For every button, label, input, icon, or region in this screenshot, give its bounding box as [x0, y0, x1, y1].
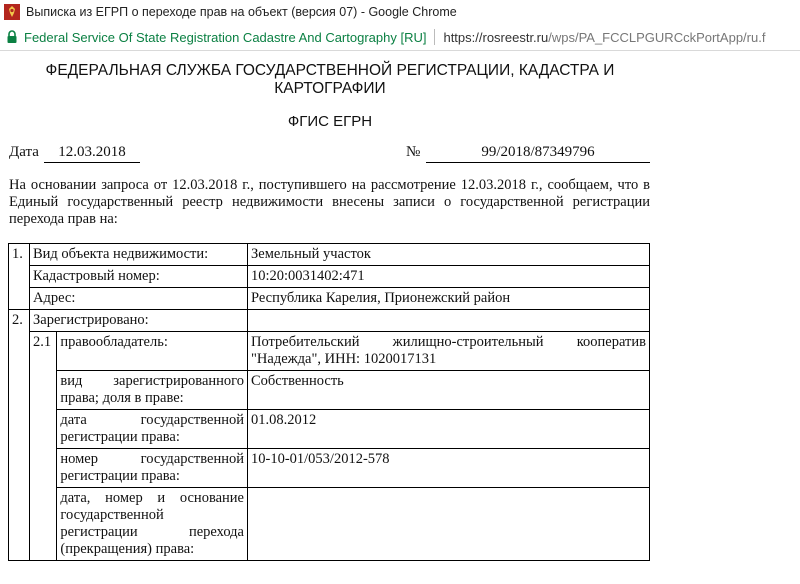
cadastral-label: Кадастровый номер:	[30, 266, 248, 288]
object-type-label: Вид объекта недвижимости:	[30, 244, 248, 266]
row-number: 2.	[9, 310, 30, 561]
table-row	[9, 266, 650, 288]
registration-table	[8, 243, 650, 561]
table-row	[9, 288, 650, 310]
window-titlebar	[0, 0, 800, 24]
address-divider	[434, 29, 435, 45]
right-type-label: вид зарегистрированного права; доля в праве:	[57, 371, 248, 410]
document-subtitle: ФГИС ЕГРН	[287, 113, 373, 130]
intro-paragraph: На основании запроса от 12.03.2018 г., поступившего на рассмотрение 12.03.2018 г., сообщаем, что в Единый государственный реестр недвижимости внесены записи о государственной регистрации перехода прав на:	[9, 177, 650, 227]
table-row	[9, 310, 650, 332]
site-identity[interactable]: Federal Service Of State Registration Cadastre And Cartography [RU]	[24, 29, 427, 45]
reg-date-value: 01.08.2012	[248, 410, 650, 449]
transfer-label: дата, номер и основание государственной регистрации перехода (прекращения) права:	[57, 488, 248, 561]
address-value: Республика Карелия, Прионежский район	[248, 288, 650, 310]
object-type-value: Земельный участок	[248, 244, 650, 266]
holder-label: правообладатель:	[57, 332, 248, 371]
rosreestr-emblem-icon	[4, 4, 20, 20]
document-header-title: ФЕДЕРАЛЬНАЯ СЛУЖБА ГОСУДАРСТВЕННОЙ РЕГИСТРАЦИИ, КАДАСТРА И КАРТОГРАФИИ	[45, 62, 615, 97]
table-row	[9, 244, 650, 266]
document-page	[0, 50, 800, 584]
transfer-value	[248, 488, 650, 561]
right-type-value: Собственность	[248, 371, 650, 410]
table-row	[9, 332, 650, 371]
table-row	[9, 449, 650, 488]
registered-value	[248, 310, 650, 332]
reg-number-label: номер государственной регистрации права:	[57, 449, 248, 488]
number-value: 99/2018/87349796	[426, 144, 650, 163]
url-path[interactable]: /wps/PA_FCCLPGURCckPortApp/ru.f	[548, 29, 766, 45]
cadastral-value: 10:20:0031402:471	[248, 266, 650, 288]
lock-icon[interactable]	[6, 30, 18, 44]
date-value: 12.03.2018	[44, 144, 140, 163]
sub-row-number: 2.1	[30, 332, 57, 561]
reg-date-label: дата государственной регистрации права:	[57, 410, 248, 449]
holder-value: Потребительский жилищно-строительный кооператив "Надежда", ИНН: 1020017131	[248, 332, 650, 371]
address-bar[interactable]	[0, 24, 800, 51]
table-row	[9, 371, 650, 410]
row-number: 1.	[9, 244, 30, 310]
number-label: №	[406, 144, 421, 160]
date-label: Дата	[9, 144, 39, 160]
url-host[interactable]: https://rosreestr.ru	[443, 29, 549, 45]
table-row	[9, 488, 650, 561]
table-row	[9, 410, 650, 449]
registered-label: Зарегистрировано:	[30, 310, 248, 332]
address-label: Адрес:	[30, 288, 248, 310]
reg-number-value: 10-10-01/053/2012-578	[248, 449, 650, 488]
window-title: Выписка из ЕГРП о переходе прав на объект (версия 07) - Google Chrome	[26, 5, 457, 19]
